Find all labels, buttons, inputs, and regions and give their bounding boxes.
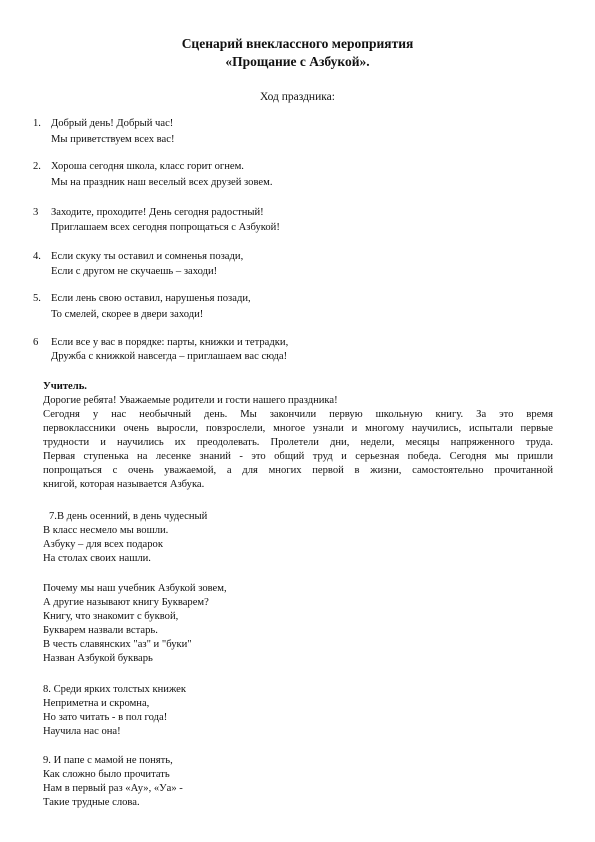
stanza-line: Если с другом не скучаешь – заходи! [51, 266, 218, 277]
verse-line: 7.В день осенний, в день чудесный [49, 511, 208, 522]
teacher-line: попрощаться с очень уважаемой, а для многих первой в жизни, самостоятельно прочитанной [43, 465, 553, 476]
section-subtitle: Ход праздника: [260, 91, 335, 103]
verse-line: 8. Среди ярких толстых книжек [43, 684, 186, 695]
document-title-line1: Сценарий внеклассного мероприятия [181, 36, 414, 51]
stanza-line: То смелей, скорее в двери заходи! [51, 309, 204, 320]
stanza-line: Заходите, проходите! День сегодня радостный! [51, 207, 264, 218]
verse-line: Назван Азбукой букварь [43, 653, 153, 664]
verse-line: На столах своих нашли. [43, 553, 151, 564]
stanza-line: Хороша сегодня школа, класс горит огнем. [51, 161, 244, 172]
stanza-line: Если лень свою оставил, нарушенья позади, [51, 293, 251, 304]
stanza-line: Приглашаем всех сегодня попрощаться с Азбукой! [51, 222, 280, 233]
verse-line: Такие трудные слова. [43, 797, 140, 808]
verse-line: Как сложно было прочитать [43, 769, 170, 780]
verse-line: Почему мы наш учебник Азбукой зовем, [43, 583, 227, 594]
teacher-line: Сегодня у нас необычный день. Мы закончили первую школьную книгу. За это время [43, 409, 553, 420]
stanza-number: 1. [33, 118, 41, 129]
stanza-line: Мы на праздник наш веселый всех друзей зовем. [51, 177, 273, 188]
stanza-line: Добрый день! Добрый час! [51, 118, 174, 129]
verse-line: Но зато читать - в пол года! [43, 712, 168, 723]
stanza-line: Мы приветствуем всех вас! [51, 134, 175, 145]
teacher-line: первоклассники очень выросли, повзрослели, многое узнали и многому научились, испытали первые [43, 423, 553, 434]
teacher-line: Дорогие ребята! Уважаемые родители и гости нашего праздника! [43, 395, 338, 406]
teacher-line: книгой, которая называется Азбука. [43, 479, 205, 490]
verse-line: А другие называют книгу Букварем? [43, 597, 209, 608]
stanza-line: Если все у вас в порядке: парты, книжки и тетрадки, [51, 337, 289, 348]
verse-line: В класс несмело мы вошли. [43, 525, 169, 536]
verse-line: 9. И папе с мамой не понять, [43, 755, 173, 766]
verse-line: Научила нас она! [43, 726, 121, 737]
verse-line: Букварем назвали встарь. [43, 625, 158, 636]
verse-line: В честь славянских "аз" и "буки" [43, 639, 192, 650]
stanza-line: Если скуку ты оставил и сомненья позади, [51, 251, 244, 262]
teacher-line: трудности и научились их преодолевать. Пролетели дни, недели, месяцы напряженного труда. [43, 437, 553, 448]
teacher-heading: Учитель. [43, 381, 87, 392]
stanza-number: 3 [33, 207, 39, 218]
stanza-number: 2. [33, 161, 41, 172]
verse-line: Книгу, что знакомит с буквой, [43, 611, 179, 622]
stanza-number: 6 [33, 337, 39, 348]
stanza-number: 5. [33, 293, 41, 304]
verse-line: Азбуку – для всех подарок [43, 539, 163, 550]
stanza-number: 4. [33, 251, 41, 262]
stanza-line: Дружба с книжкой навсегда – приглашаем вас сюда! [51, 351, 288, 362]
verse-line: Неприметна и скромна, [43, 698, 150, 709]
teacher-line: Первая ступенька на лесенке знаний - это общий труд и серьезная победа. Сегодня мы пришли [43, 451, 553, 462]
document-title-line2: «Прощание с Азбукой». [225, 54, 370, 69]
verse-line: Нам в первый раз «Ау», «Уа» - [43, 783, 183, 794]
